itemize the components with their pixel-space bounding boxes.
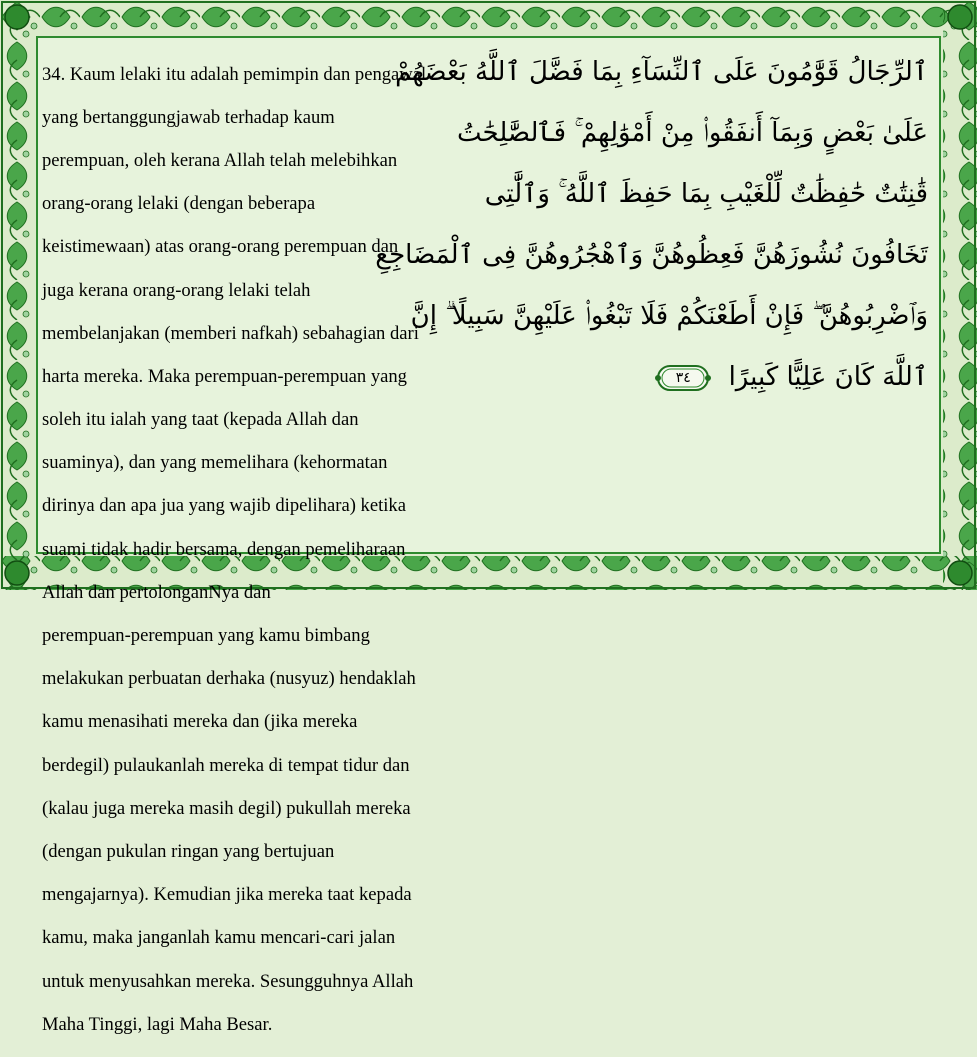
translation-line: kamu, maka janganlah kamu mencari-cari jalan [42,927,396,949]
translation-line: yang bertanggungjawab terhadap kaum [42,106,335,128]
translation-line: melakukan perbuatan derhaka (nusyuz) hendaklah [42,668,416,690]
translation-line: juga kerana orang-orang lelaki telah [42,279,311,301]
translation-line: 34. Kaum lelaki itu adalah pemimpin dan pengawal [42,63,427,85]
arabic-line: وَٱضْرِبُوهُنَّ ۖ فَإِنْ أَطَعْنَكُمْ فَلَا تَبْغُوا۟ عَلَيْهِنَّ سَبِيلًا ۗ إِنَّ [410,301,928,331]
verse-number: ٣٤ [675,369,691,386]
translation-line: Allah dan pertolonganNya dan [42,581,271,603]
translation-line: suami tidak hadir bersama, dengan pemeliharaan [42,538,406,560]
translation-line: kamu menasihati mereka dan (jika mereka [42,711,358,733]
translation-line: dirinya dan apa jua yang wajib dipelihara) ketika [42,495,406,517]
translation-line: (kalau juga mereka masih degil) pukullah mereka [42,797,411,819]
arabic-line: تَخَافُونَ نُشُوزَهُنَّ فَعِظُوهُنَّ وَٱهْجُرُوهُنَّ فِى ٱلْمَضَاجِعِ [375,240,928,270]
translation-line: harta mereka. Maka perempuan-perempuan yang [42,365,407,387]
translation-line: soleh itu ialah yang taat (kepada Allah dan [42,409,359,431]
translation-line: perempuan, oleh kerana Allah telah melebihkan [42,149,398,171]
translation-line: orang-orang lelaki (dengan beberapa [42,193,316,215]
translation-line: Maha Tinggi, lagi Maha Besar. [42,1013,273,1035]
arabic-line: ٱللَّهَ كَانَ عَلِيًّا كَبِيرًا [728,362,928,392]
translation-line: berdegil) pulaukanlah mereka di tempat tidur dan [42,754,410,776]
translation-line: membelanjakan (memberi nafkah) sebahagian dari [42,322,419,344]
arabic-line: عَلَىٰ بَعْضٍ وَبِمَآ أَنفَقُوا۟ مِنْ أَمْوَٰلِهِمْ ۚ فَٱلصَّٰلِحَٰتُ [457,118,928,148]
translation-line: suaminya), dan yang memelihara (kehormatan [42,452,388,474]
translation-line: mengajarnya). Kemudian jika mereka taat kepada [42,884,412,906]
translation-line: keistimewaan) atas orang-orang perempuan dan [42,236,399,258]
verse-marker-icon [654,363,712,393]
translation-text [42,42,492,1057]
arabic-line: قَٰنِتَٰتٌ حَٰفِظَٰتٌ لِّلْغَيْبِ بِمَا حَفِظَ ٱللَّهُ ۚ وَٱلَّٰتِى [484,179,928,209]
translation-line: perempuan-perempuan yang kamu bimbang [42,625,370,647]
arabic-line-last [500,347,928,408]
arabic-verse [375,42,928,542]
translation-line: (dengan pukulan ringan yang bertujuan [42,840,335,862]
translation-line: untuk menyusahkan mereka. Sesungguhnya Allah [42,970,414,992]
arabic-line: ٱلرِّجَالُ قَوَّٰمُونَ عَلَى ٱلنِّسَآءِ بِمَا فَضَّلَ ٱللَّهُ بَعْضَهُمْ [395,57,928,87]
